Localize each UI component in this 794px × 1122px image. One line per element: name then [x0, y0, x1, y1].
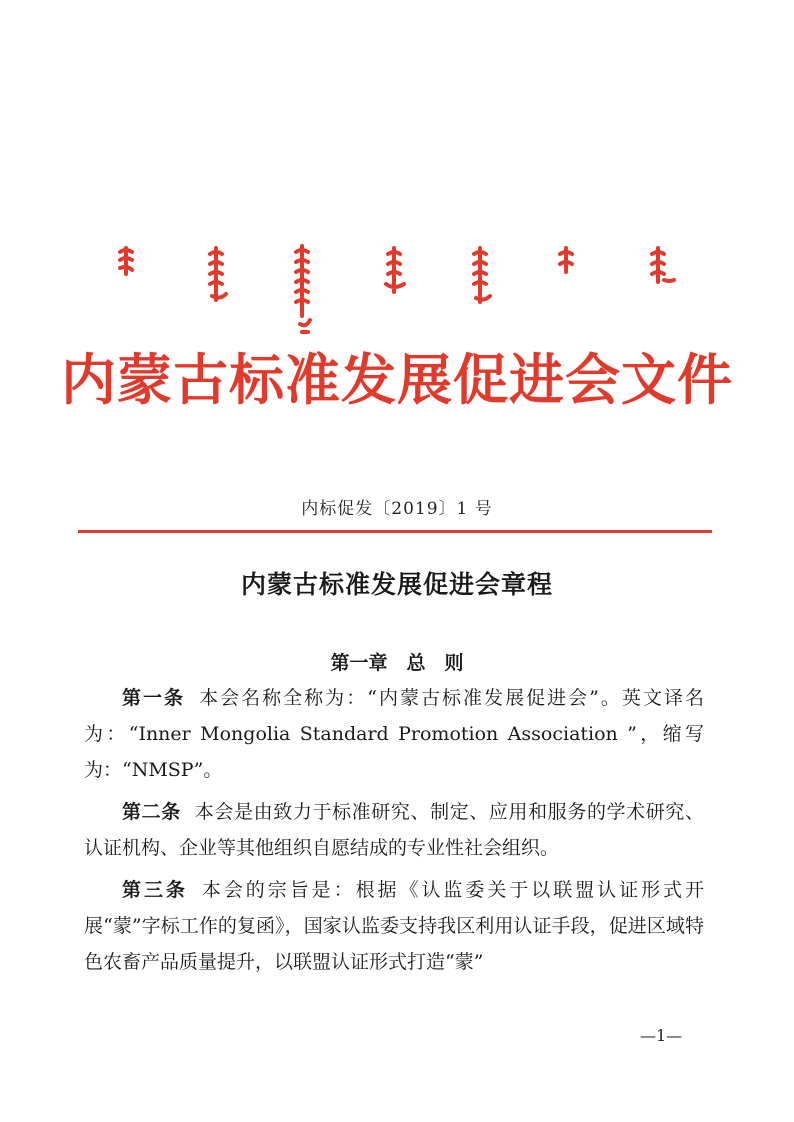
article-1 — [84, 680, 704, 788]
banner-title: 内蒙古标准发展促进会文件 — [60, 347, 733, 412]
article-3 — [84, 872, 704, 980]
mongolian-script-header — [118, 242, 688, 342]
document-title: 内蒙古标准发展促进会章程 — [240, 570, 553, 599]
article-text: 本会名称全称为：“内蒙古标准发展促进会”。英文译名为：“Inner Mongolia Standard Promotion Association ”，缩写为：“NMSP”。 — [84, 687, 704, 781]
article-2 — [84, 794, 704, 866]
article-label: 第三条 — [122, 879, 188, 901]
article-text: 本会的宗旨是：根据《认监委关于以联盟认证形式开展“蒙”字标工作的复函》，国家认监委支持我区利用认证手段，促进区域特色农畜产品质量提升，以联盟认证形式打造“蒙” — [84, 879, 704, 973]
page-number: —1— — [640, 1026, 683, 1045]
chapter-heading: 第一章 总 则 — [330, 652, 464, 674]
document-number: 内标促发〔2019〕1 号 — [301, 499, 493, 519]
article-label: 第二条 — [122, 801, 181, 823]
document-body — [84, 680, 704, 986]
article-text: 本会是由致力于标准研究、制定、应用和服务的学术研究、认证机构、企业等其他组织自愿结成的专业性社会组织。 — [84, 801, 704, 859]
red-divider-line — [78, 530, 712, 533]
mongolian-script-icon — [118, 242, 688, 342]
article-label: 第一条 — [122, 687, 186, 709]
